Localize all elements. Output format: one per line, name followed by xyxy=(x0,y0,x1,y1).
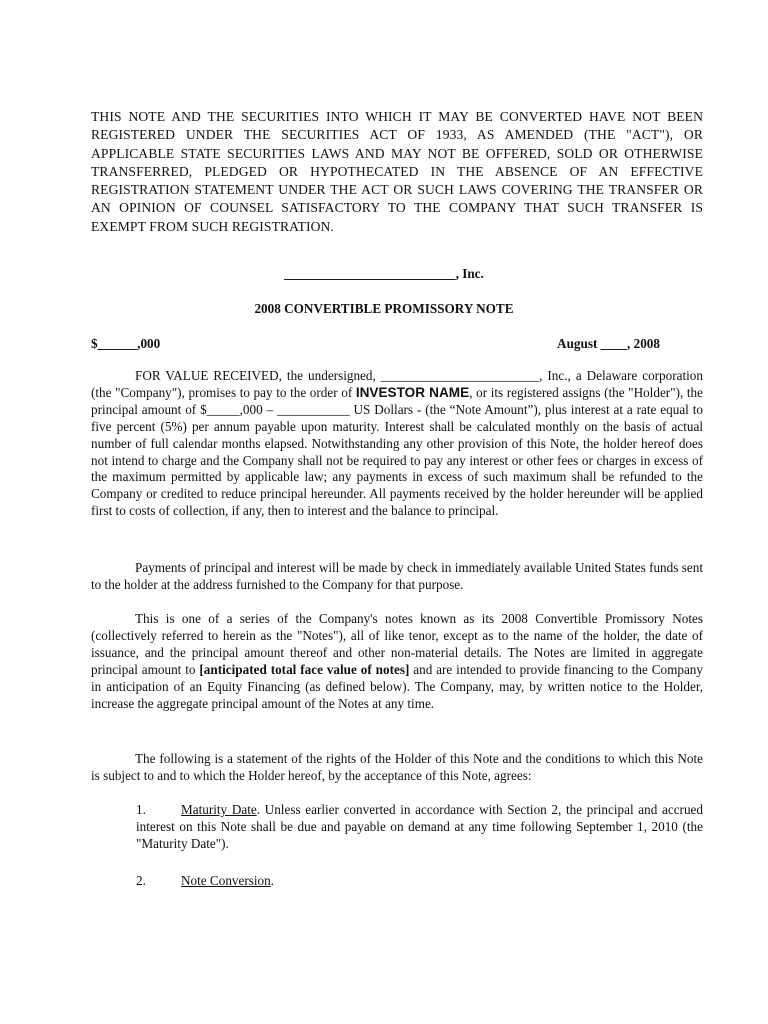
note-amount: $______,000 xyxy=(91,336,161,351)
paragraph-rights-statement: The following is a statement of the rights of the Holder of this Note and the conditions to which this Note is subject to and to which the Holder hereof, by the acceptance of this Note, agrees: xyxy=(91,751,703,783)
company-name-line: __________________________, Inc. xyxy=(284,266,484,281)
note-date: August ____, 2008 xyxy=(557,336,660,351)
section-heading: Note Conversion xyxy=(181,873,271,888)
section-note-conversion xyxy=(136,873,703,890)
paragraph-text: This is one of a series of the Company's notes known as its 2008 Convertible Promissory Notes (collectively referred to herein as the "Notes"), all of like tenor, except as to the name of the holder, the date of issuance, and the principal amount thereof and other non-material details. The Notes are limited in aggregate principal amount to xyxy=(91,611,703,677)
paragraph-value-received xyxy=(91,368,703,520)
paragraph-text: FOR VALUE RECEIVED, the undersigned, ________________________, Inc., a Delaware corporation (the "Company"), promises to pay to the order of xyxy=(91,368,703,400)
section-body: . Unless earlier converted in accordance with Section 2, the principal and accrued interest on this Note shall be due and payable on demand at any time following September 1, 2010 (the "Maturity Date"). xyxy=(136,802,703,851)
investor-name: INVESTOR NAME xyxy=(355,384,470,400)
section-heading: Maturity Date xyxy=(181,802,257,817)
section-number: 1. xyxy=(136,802,146,817)
paragraph-payments: Payments of principal and interest will be made by check in immediately available United States funds sent to the holder at the address furnished to the Company for that purpose. xyxy=(91,560,703,592)
face-value-placeholder: [anticipated total face value of notes] xyxy=(199,661,410,677)
note-title: 2008 CONVERTIBLE PROMISSORY NOTE xyxy=(254,301,514,316)
paragraph-text: , or its registered assigns (the "Holder"), the principal amount of $_____,000 – ___________ US Dollars - (the “Note Amount”), plus interest at a rate equal to five percent (5%) per annum payable upon maturity. Interest shall be calculated monthly on the basis of actual number of full calendar months elapsed. Notwithstanding any other provision of this Note, the holder hereof does not intend to charge and the Company shall not be required to pay any interest or other fees or charges in excess of the maximum permitted by applicable law; any payments in excess of such maximum shall be refunded to the Company or credited to reduce principal hereunder. All payments received by the holder hereunder will be applied first to costs of collection, if any, then to interest and the balance to principal. xyxy=(91,384,703,519)
section-body: . xyxy=(270,873,275,888)
securities-legend: THIS NOTE AND THE SECURITIES INTO WHICH IT MAY BE CONVERTED HAVE NOT BEEN REGISTERED UNDER THE SECURITIES ACT OF 1933, AS AMENDED (THE "ACT"), OR APPLICABLE STATE SECURITIES LAWS AND MAY NOT BE OFFERED, SOLD OR OTHERWISE TRANSFERRED, PLEDGED OR HYPOTHECATED IN THE ABSENCE OF AN EFFECTIVE REGISTRATION STATEMENT UNDER THE ACT OR SUCH LAWS COVERING THE TRANSFER OR AN OPINION OF COUNSEL SATISFACTORY TO THE COMPANY THAT SUCH TRANSFER IS EXEMPT FROM SUCH REGISTRATION. xyxy=(91,109,703,234)
paragraph-series xyxy=(91,611,703,712)
paragraph-text: and are intended to provide financing to the Company in anticipation of an Equity Financing (as defined below). The Company, may, by written notice to the Holder, increase the aggregate principal amount of the Notes at any time. xyxy=(91,661,703,711)
section-maturity-date xyxy=(136,802,703,853)
section-number: 2. xyxy=(136,873,146,888)
